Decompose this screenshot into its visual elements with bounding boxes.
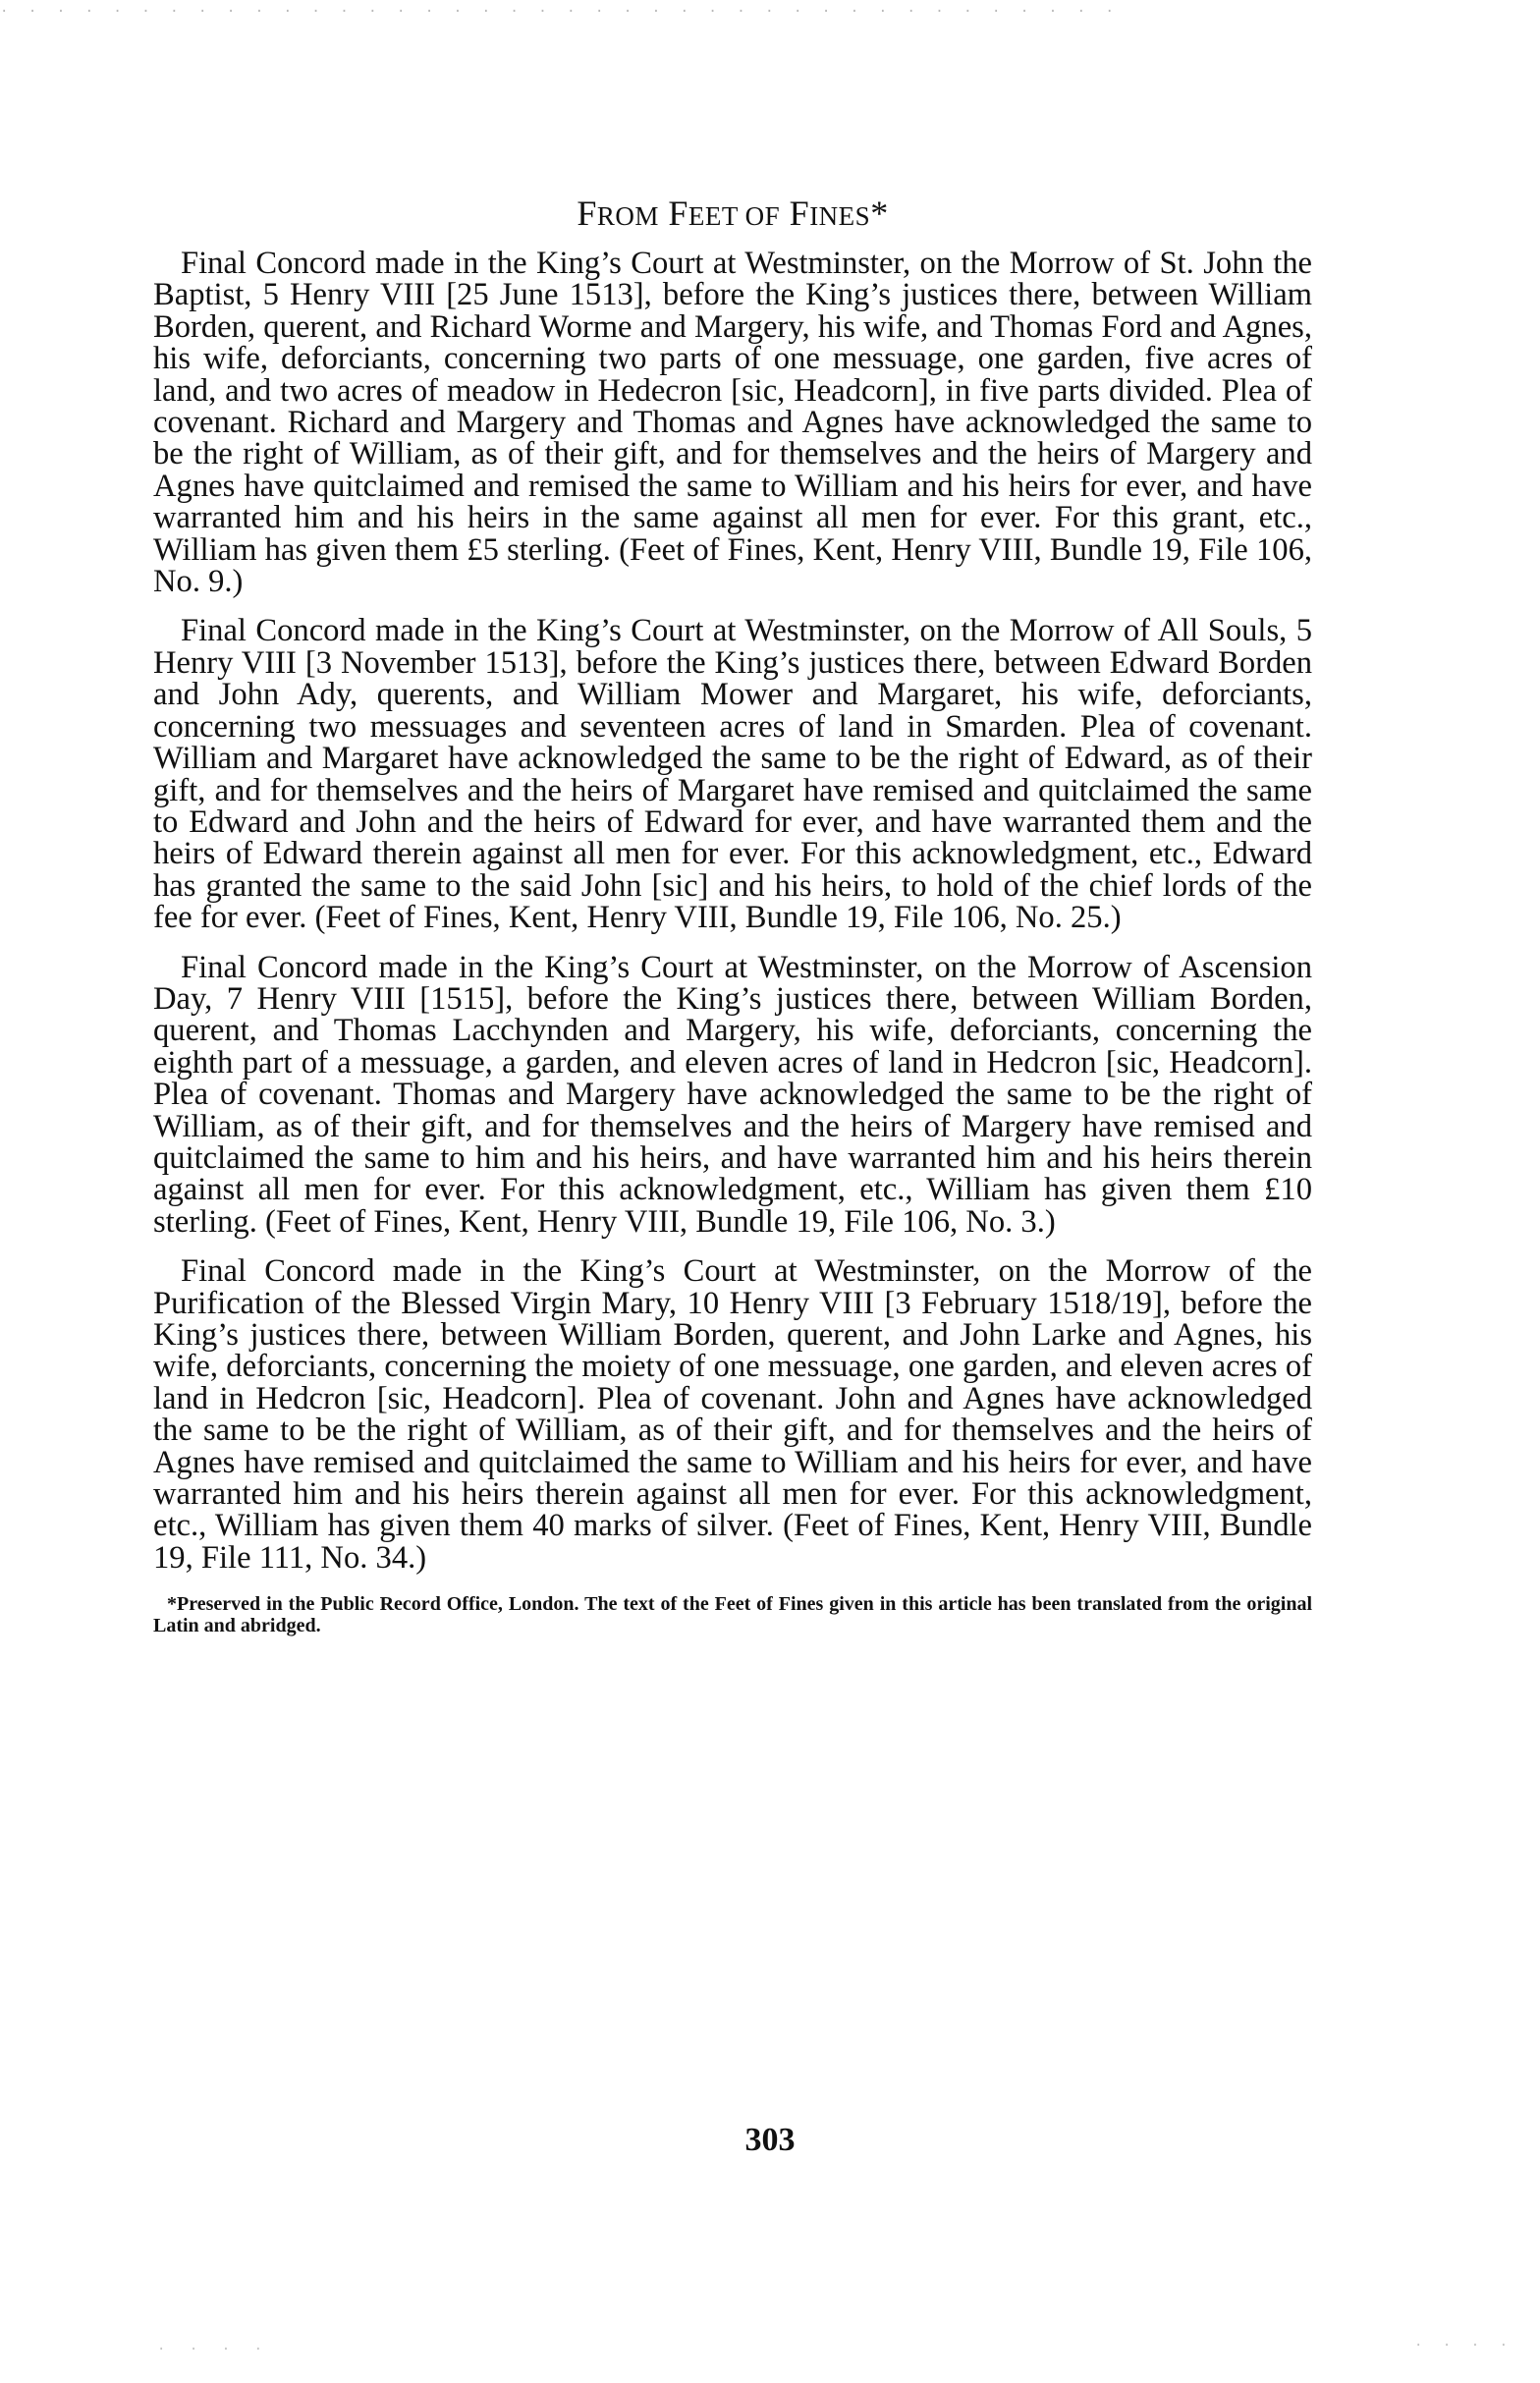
page-number: 303 <box>744 2122 796 2158</box>
scan-artifact-bottom-right: . . . . <box>1414 2334 1514 2350</box>
title-word: ROM <box>596 201 659 231</box>
title-initial: F <box>789 194 810 233</box>
title-initial: F <box>668 194 688 233</box>
text-column <box>153 193 1312 1636</box>
fine-entry-1: Final Concord made in the King’s Court at Westminster, on the Morrow of St. John the Baptist, 5 Henry VIII [25 June 1513], before the King’s justices there, between William Borden, querent, and Richard Worme and Margery, his wife, and Thomas Ford and Agnes, his wife, deforciants, concerning two parts of one messuage, one garden, five acres of land, and two acres of meadow in Hedecron [sic, Headcorn], in five parts divided. Plea of covenant. Richard and Margery and Thomas and Agnes have acknowledged the same to be the right of William, as of their gift, and for themselves and the heirs of Margery and Agnes have quitclaimed and remised the same to William and his heirs for ever, and have warranted him and his heirs in the same against all men for ever. For this grant, etc., William has given them £5 sterling. (Feet of Fines, Kent, Henry VIII, Bundle 19, File 106, No. 9.) <box>153 246 1312 600</box>
fine-entry-3: Final Concord made in the King’s Court at Westminster, on the Morrow of Ascension Day, 7 Henry VIII [1515], before the King’s justices there, between William Borden, querent, and Thomas Lacchynden and Margery, his wife, deforciants, concerning the eighth part of a messuage, a garden, and eleven acres of land in Hedcron [sic, Headcorn]. Plea of covenant. Thomas and Margery have acknowledged the same to be the right of William, as of their gift, and for themselves and the heirs of Margery have remised and quitclaimed the same to him and his heirs, and have warranted him and his heirs therein against all men for ever. For this acknowledgment, etc., William has given them £10 sterling. (Feet of Fines, Kent, Henry VIII, Bundle 19, File 106, No. 3.) <box>153 949 1312 1240</box>
article-title <box>153 193 1312 234</box>
scan-artifact-bottom: . . . . <box>157 2338 271 2354</box>
footnote-marker: * <box>870 194 889 233</box>
fine-entry-4: Final Concord made in the King’s Court at Westminster, on the Morrow of the Purification of the Blessed Virgin Mary, 10 Henry VIII [3 February 1518/19], before the King’s justices there, between William Borden, querent, and John Larke and Agnes, his wife, deforciants, concerning the moiety of one messuage, one garden, and eleven acres of land in Hedcron [sic, Headcorn]. Plea of covenant. John and Agnes have acknowledged the same to be the right of William, as of their gift, and for themselves and the heirs of Agnes have remised and quitclaimed the same to William and his heirs for ever, and have warranted him and his heirs therein against all men for ever. For this acknowledgment, etc., William has given them 40 marks of silver. (Feet of Fines, Kent, Henry VIII, Bundle 19, File 111, No. 34.) <box>153 1253 1312 1576</box>
title-word: EET OF <box>688 201 781 231</box>
footnote: *Preserved in the Public Record Office, London. The text of the Feet of Fines given in this article has been translated from the original Latin and abridged. <box>153 1593 1312 1637</box>
scan-artifact-top: . . . . . . . . . . . . . . . . . . . . . . . . . . . . . . . . . . . . . . . . <box>0 0 1120 16</box>
title-initial: F <box>577 194 597 233</box>
fine-entry-2: Final Concord made in the King’s Court at Westminster, on the Morrow of All Souls, 5 Henry VIII [3 November 1513], before the King’s justices there, between Edward Borden and John Ady, querents, and William Mower and Margaret, his wife, deforciants, concerning two messuages and seventeen acres of land in Smarden. Plea of covenant. William and Margaret have acknowledged the same to be the right of Edward, as of their gift, and for themselves and the heirs of Margaret have remised and quitclaimed the same to Edward and John and the heirs of Edward for ever, and have warranted them and the heirs of Edward therein against all men for ever. For this acknowledgment, etc., Edward has granted the same to the said John [sic] and his heirs, to hold of the chief lords of the fee for ever. (Feet of Fines, Kent, Henry VIII, Bundle 19, File 106, No. 25.) <box>153 613 1312 936</box>
title-word: INES <box>809 201 871 231</box>
